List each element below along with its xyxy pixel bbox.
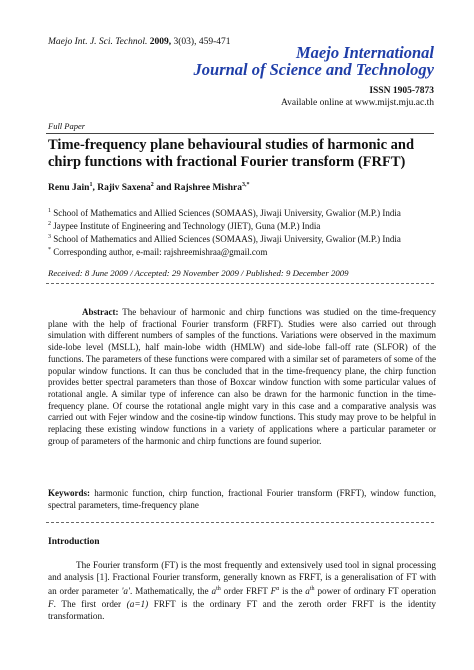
section-heading-introduction: Introduction (48, 537, 100, 547)
keywords (48, 488, 436, 511)
affiliation-mark: * (48, 247, 51, 253)
author-separator: and (153, 183, 174, 194)
journal-title (134, 44, 434, 78)
affiliation-text: School of Mathematics and Allied Sciences (SOMAAS), Jiwaji University, Gwalior (M.P.) India (53, 234, 401, 244)
author-mark: 3,* (242, 182, 250, 188)
introduction-paragraph (48, 559, 436, 622)
affiliation (48, 234, 401, 244)
author-mark: 1 (89, 182, 93, 188)
keywords-text: harmonic function, chirp function, fractional Fourier transform (FRFT), window function, spectral parameters, time-frequency plane (48, 488, 436, 510)
corresponding-author (48, 247, 267, 257)
author-mark: 2 (150, 182, 154, 188)
author-name: Rajshree Mishra (173, 183, 243, 194)
author-list (48, 182, 250, 193)
issn: ISSN 1905-7873 (369, 86, 434, 96)
citation-volume: 3(03), 459-471 (173, 37, 231, 47)
publication-dates: Received: 8 June 2009 / Accepted: 29 November 2009 / Published: 9 December 2009 (48, 268, 349, 278)
abstract-label: Abstract: (82, 307, 119, 317)
author-name: Rajiv Saxena (97, 183, 151, 194)
affiliation-text: School of Mathematics and Allied Sciences (SOMAAS), Jiwaji University, Gwalior (M.P.) India (53, 208, 401, 218)
author-name: Renu Jain (48, 183, 90, 194)
intro-math-sup: th (309, 586, 315, 593)
author-separator: , (92, 183, 98, 194)
paper-type: Full Paper (48, 121, 86, 131)
intro-math-sup: a (276, 586, 280, 593)
affiliation (48, 221, 320, 231)
intro-text: . Mathematically, the (129, 586, 212, 597)
intro-math: a (211, 586, 217, 597)
keywords-divider (46, 522, 434, 523)
affiliation-mark: 2 (48, 221, 51, 227)
citation-journal: Maejo Int. J. Sci. Technol. (48, 37, 148, 47)
journal-title-line1: Maejo International (296, 43, 434, 62)
intro-text: . The first order (53, 598, 127, 609)
affiliation-mark: 3 (48, 234, 51, 240)
intro-math: (a=1) (126, 598, 149, 609)
intro-math: F (270, 586, 277, 597)
intro-text: The Fourier transform (FT) is the most frequently and extensively used tool in signal processing and analysis [1]. Fractional Fourier transform, generally known as FRFT, is a generalisation of FT with an order parameter (48, 560, 436, 597)
abstract-text: The behaviour of harmonic and chirp functions was studied on the time-frequency plane with the help of fractional Fourier transform (FRFT). Studies were also carried out through simulation with different numbers of samples of the functions. Variations were observed in the maximum side-lobe level (MSLL), half main-lobe width (HMLW) and side-lobe fall-off rate (SLFOR) of the functions. The parameters of these functions were compared with a similar set of parameters of some of the popular window functions. It can thus be concluded that in the time-frequency plane, the chirp function provides better spectral parameters than those of Boxcar window function with some particular values of rotational angle. A similar type of inference can also be drawn for the harmonic function in the time-frequency plane. Of course the rotational angle might vary in this case and a comparative analysis was carried out with Fejer window and the cosine-tip window functions. This study may prove to be helpful in replacing these existing window functions in a variety of applications where a particular parameter or group of parameters of the harmonic and chirp functions are found superior. (48, 307, 437, 446)
citation-year: 2009, (149, 37, 172, 47)
top-divider (46, 133, 434, 134)
intro-text: FRFT is the ordinary FT and the zeroth order FRFT is the identity transformation. (48, 598, 436, 621)
intro-text: is the (279, 586, 306, 597)
intro-math: F (48, 598, 54, 609)
intro-math: a (305, 586, 310, 597)
paper-title: Time-frequency plane behavioural studies of harmonic and chirp functions with fractional Fourier transform (FRFT) (48, 137, 415, 170)
affiliation-text: Corresponding author, e-mail: rajshreemishraa@gmail.com (53, 247, 268, 257)
intro-math: 'a' (121, 586, 130, 597)
affiliation-text: Jaypee Institute of Engineering and Technology (JIET), Guna (M.P.) India (53, 221, 321, 231)
abstract (48, 307, 436, 447)
journal-title-line2: Journal of Science and Technology (193, 60, 434, 79)
affiliation (48, 208, 401, 218)
intro-text: order FRFT (220, 586, 271, 597)
dates-divider (46, 283, 434, 284)
affiliation-mark: 1 (48, 208, 51, 214)
intro-math-sup: th (216, 586, 221, 593)
intro-text: power of ordinary FT operation (314, 586, 436, 597)
available-online: Available online at www.mijst.mju.ac.th (280, 98, 434, 108)
keywords-label: Keywords: (48, 488, 90, 498)
